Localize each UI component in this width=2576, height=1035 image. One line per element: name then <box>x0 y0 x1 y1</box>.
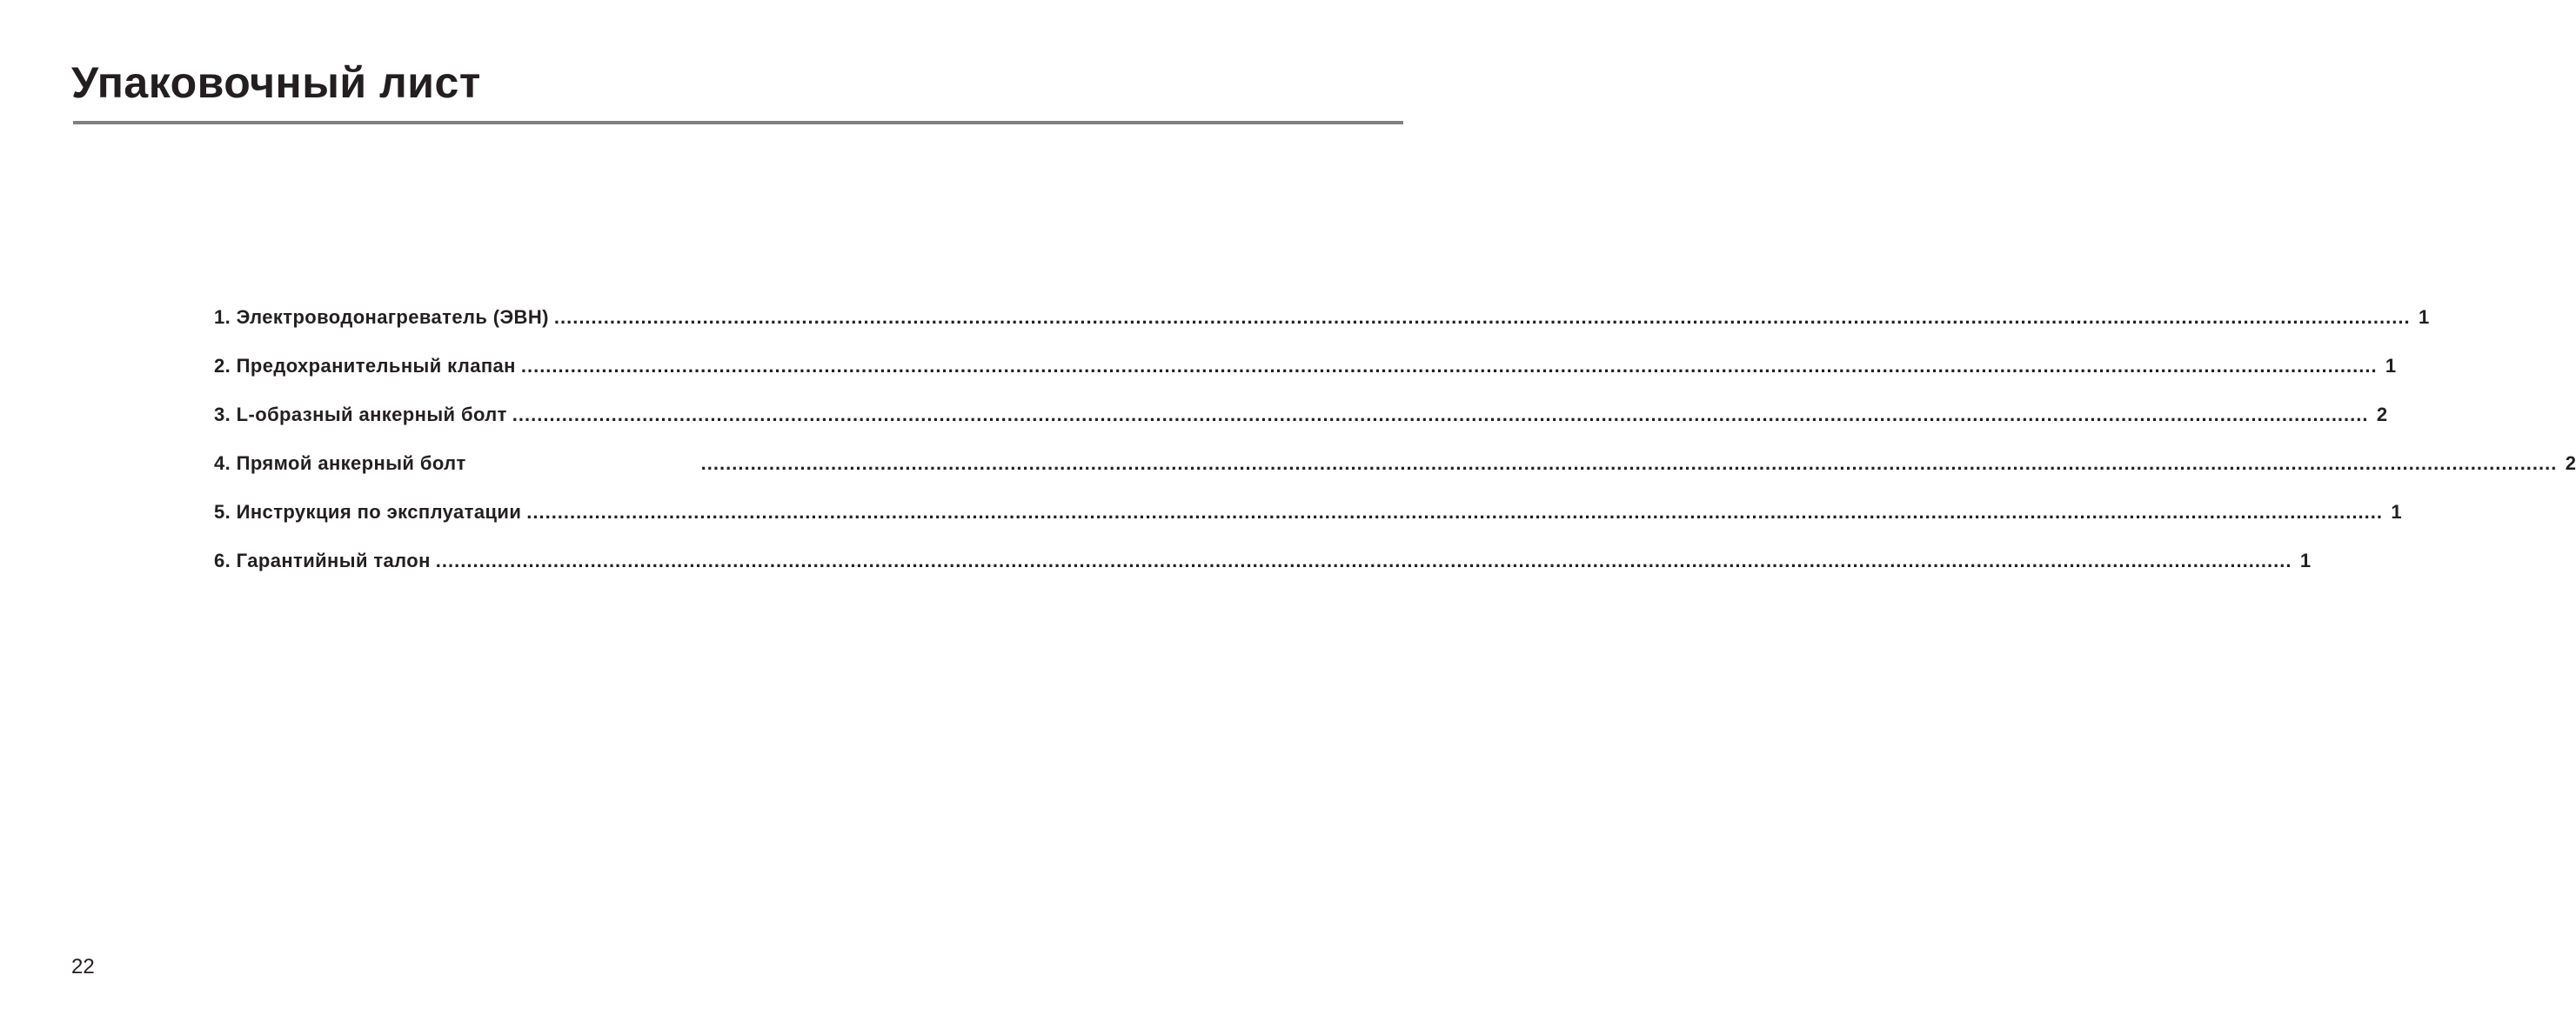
dot-leader: ............................................................................................................................................................................................................................................................................................................ <box>700 452 2558 474</box>
item-quantity: 1 <box>2299 550 2312 571</box>
dot-leader: ............................................................................................................................................................................................................................................................................................................ <box>553 306 2411 328</box>
item-label: 6. Гарантийный талон <box>214 550 431 571</box>
list-item <box>214 355 2397 404</box>
packing-list <box>214 306 2576 598</box>
item-label: 3. L-образный анкерный болт <box>214 404 507 425</box>
list-item <box>214 501 2402 550</box>
dot-leader: ............................................................................................................................................................................................................................................................................................................ <box>526 501 2383 523</box>
item-quantity: 2 <box>2376 404 2388 425</box>
item-quantity: 1 <box>2391 501 2402 523</box>
item-label: 1. Электроводонагреватель (ЭВН) <box>214 306 549 328</box>
list-item <box>214 550 2312 598</box>
dot-leader: ............................................................................................................................................................................................................................................................................................................ <box>520 355 2378 377</box>
item-label: 2. Предохранительный клапан <box>214 355 516 377</box>
dot-leader: ............................................................................................................................................................................................................................................................................................................ <box>435 550 2292 571</box>
list-item <box>214 306 2430 355</box>
title-divider <box>73 121 1403 124</box>
dot-leader: ............................................................................................................................................................................................................................................................................................................ <box>512 404 2369 425</box>
item-label: 4. Прямой анкерный болт <box>214 452 466 474</box>
item-label: 5. Инструкция по эксплуатации <box>214 501 522 523</box>
list-item <box>214 452 2576 501</box>
page-title: Упаковочный лист <box>71 58 481 107</box>
list-item <box>214 404 2388 452</box>
item-quantity: 1 <box>2385 355 2397 377</box>
item-quantity: 1 <box>2418 306 2430 328</box>
item-quantity: 2 <box>2565 452 2576 474</box>
page-number: 22 <box>71 955 95 978</box>
